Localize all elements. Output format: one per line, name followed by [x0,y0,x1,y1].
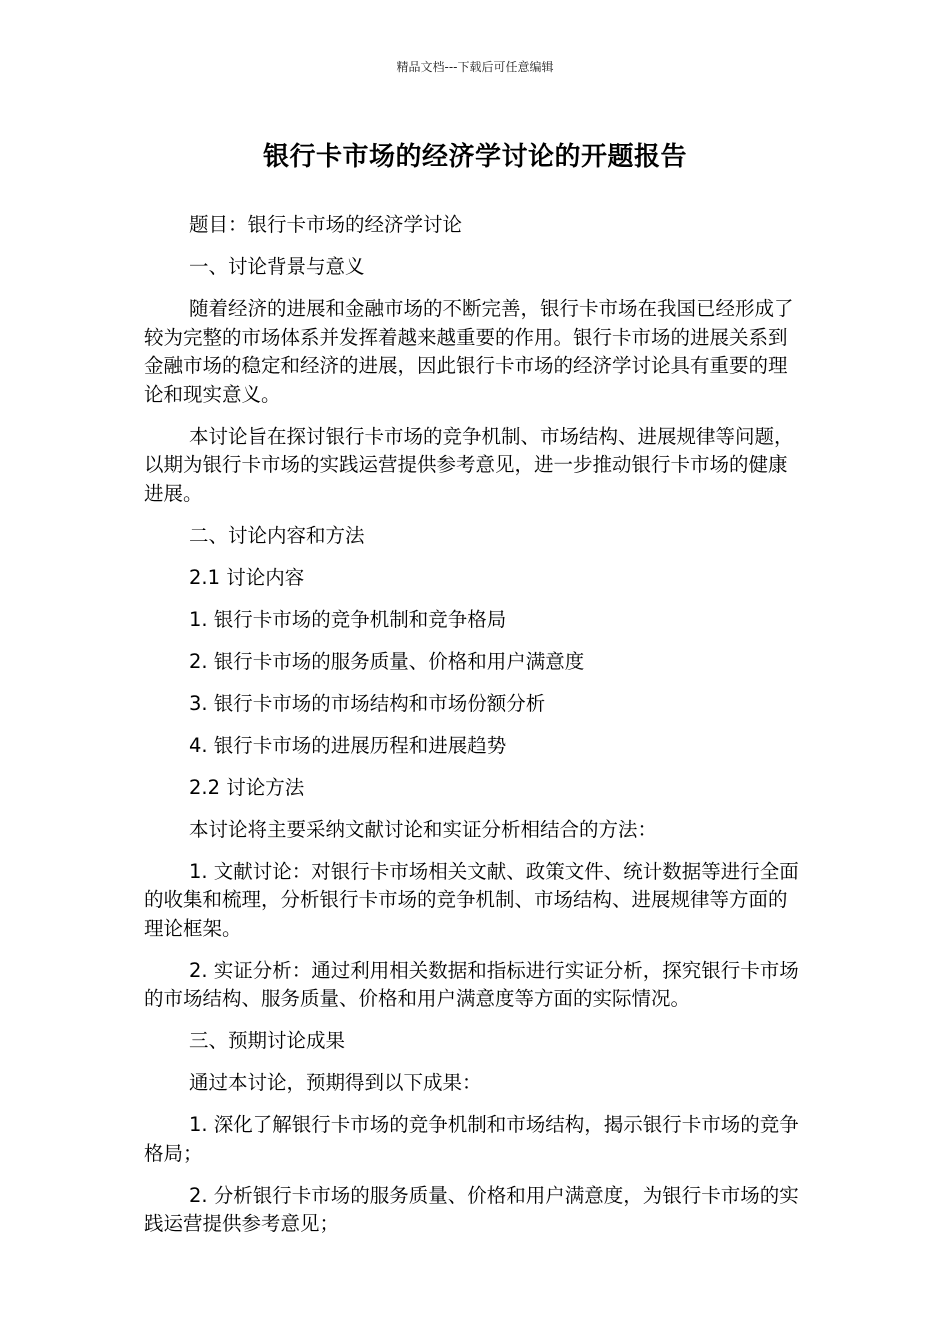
section-heading-background: 一、讨论背景与意义 [189,255,365,278]
methods-intro: 本讨论将主要采纳文献讨论和实证分析相结合的方法： [189,817,658,841]
section-heading-results: 三、预期讨论成果 [189,1029,346,1052]
subsection-heading-methods: 2.2 讨论方法 [189,775,305,799]
content-item-1: 1. 银行卡市场的竞争机制和竞争格局 [189,607,507,631]
method-item-1: 1. 文献讨论：对银行卡市场相关文献、政策文件、统计数据等进行全面的收集和梳理，分析银行卡市场的竞争机制、市场结构、进展规律等方面的理论框架。 [144,859,799,940]
results-intro: 通过本讨论，预期得到以下成果： [189,1071,482,1094]
content-item-4: 4. 银行卡市场的进展历程和进展趋势 [189,733,507,757]
method-item-2: 2. 实证分析：通过利用相关数据和指标进行实证分析，探究银行卡市场的市场结构、服务质量、价格和用户满意度等方面的实际情况。 [144,958,799,1010]
result-item-2: 2. 分析银行卡市场的服务质量、价格和用户满意度，为银行卡市场的实践运营提供参考意见； [144,1183,799,1235]
document-title: 银行卡市场的经济学讨论的开题报告 [262,142,687,172]
document-body [144,211,800,1239]
content-item-2: 2. 银行卡市场的服务质量、价格和用户满意度 [189,649,585,673]
content-item-3: 3. 银行卡市场的市场结构和市场份额分析 [189,691,546,715]
section-heading-content-methods: 二、讨论内容和方法 [189,523,365,547]
subsection-heading-content: 2.1 讨论内容 [189,565,305,589]
background-paragraph: 随着经济的进展和金融市场的不断完善，银行卡市场在我国已经形成了较为完整的市场体系并发挥着越来越重要的作用。银行卡市场的进展关系到金融市场的稳定和经济的进展，因此银行卡市场的经济学讨论具有重要的理论和现实意义。 [144,297,794,406]
result-item-1: 1. 深化了解银行卡市场的竞争机制和市场结构，揭示银行卡市场的竞争格局； [144,1113,799,1165]
page-header: 精品文档---下载后可任意编辑 [396,60,554,74]
purpose-paragraph: 本讨论旨在探讨银行卡市场的竞争机制、市场结构、进展规律等问题，以期为银行卡市场的实践运营提供参考意见，进一步推动银行卡市场的健康进展。 [144,424,794,505]
subject-line: 题目：银行卡市场的经济学讨论 [189,213,463,236]
